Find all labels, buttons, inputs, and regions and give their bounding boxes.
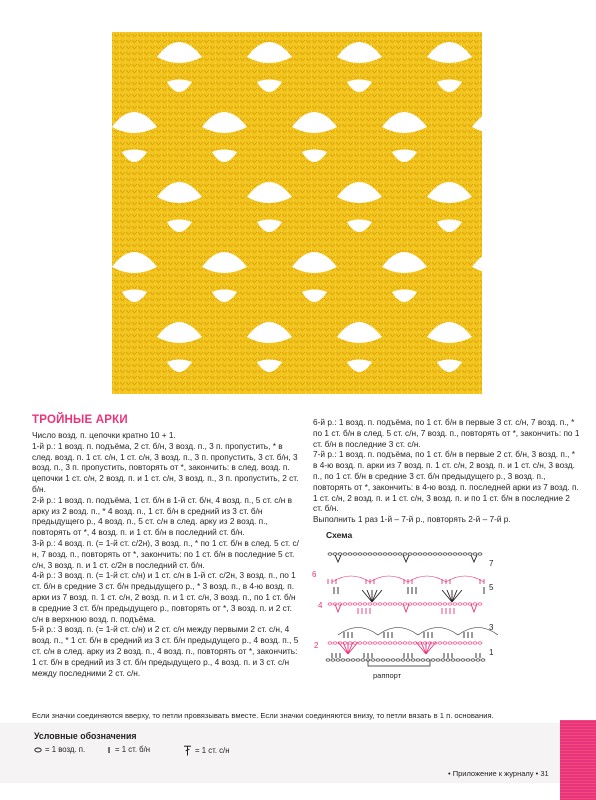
instructions-left-column bbox=[32, 430, 300, 678]
legend-item-chain bbox=[34, 745, 85, 754]
instructions-right-column bbox=[313, 417, 581, 525]
legend-item-single-crochet bbox=[106, 745, 150, 754]
row-number-7: 7 bbox=[489, 559, 494, 568]
legend-item-double-crochet bbox=[183, 745, 230, 756]
decorative-stripe-bar bbox=[560, 720, 596, 800]
row-number-3: 3 bbox=[489, 623, 494, 632]
pattern-title: ТРОЙНЫЕ АРКИ bbox=[32, 414, 128, 426]
rapport-label: раппорт bbox=[373, 671, 402, 680]
row-number-5: 5 bbox=[489, 583, 494, 592]
instruction-paragraph: Число возд. п. цепочки кратно 10 + 1. bbox=[32, 430, 176, 440]
page-number: 31 bbox=[540, 769, 549, 778]
instruction-paragraph: 2-й р.: 1 возд. п. подъёма, 1 ст. б/н в 1-й ст. б/н, 4 возд. п., 5 ст. с/н в арку из 2 возд. п., * 4 возд. п., 1 ст. б/н в средний из 3 ст. б/н предыдущего р., 4 возд. п., 5 ст. с/н в след. арку из 2 возд. п., повторять от *, 4 возд. п. и 1 ст. б/н в последний ст. б/н. bbox=[32, 494, 293, 538]
instruction-paragraph: Выполнить 1 раз 1-й – 7-й р., повторять 2-й – 7-й р. bbox=[313, 514, 511, 525]
legend-title: Условные обозначения bbox=[34, 731, 137, 741]
instruction-paragraph: 5-й р.: 3 возд. п. (= 1-й ст. с/н) и 2 ст. с/н между первыми 2 ст. с/н, 4 возд. п., * 1 ст. б/н в средний из 3 ст. б/н предыдущего р., 4 возд. п., 5 ст. с/н в след. арку из 2 возд. п., 4 возд. п., повторять от *, закончить: 1 ст. б/н в средний из 3 ст. б/н предыдущего р., 4 возд. п. и 3 ст. с/н между последними 2 ст. с/н. bbox=[32, 624, 299, 678]
row-number-2: 2 bbox=[314, 641, 319, 650]
single-crochet-icon bbox=[106, 746, 112, 754]
crochet-photo bbox=[112, 32, 482, 394]
row-number-4: 4 bbox=[318, 601, 323, 610]
footer-text: • Приложение к журналу • bbox=[448, 769, 539, 778]
legend-label: = 1 ст. с/н bbox=[195, 746, 230, 755]
legend-label: = 1 возд. п. bbox=[45, 745, 86, 754]
row-number-1: 1 bbox=[489, 648, 494, 657]
double-crochet-icon bbox=[183, 745, 192, 756]
chain-stitch-icon bbox=[34, 747, 42, 753]
instruction-paragraph: 3-й р.: 4 возд. п. (= 1-й ст. с/2н), 3 возд. п., * по 1 ст. б/н в след. 5 ст. с/н, 7 возд. п., повторять от *, закончить: по 1 ст. б/н в последние 5 ст. с/н, 3 возд. п. и 1 ст. с/2н в последний ст. б/н. bbox=[32, 537, 299, 570]
page-footer bbox=[448, 769, 549, 778]
instruction-paragraph: 7-й р.: 1 возд. п. подъёма, по 1 ст. б/н в первые 2 ст. б/н, 3 возд. п., * в 4-ю возд. п. арки из 7 возд. п. 1 ст. с/н, 2 возд. п. и 1 ст. с/н, 3 возд. п., по 1 ст. б/н в средние 3 ст. б/н предыдущего р., 3 возд. п., повторять от *, закончить: в 4-ю возд. п. последней арки из 7 возд. п. 1 ст. с/н, 2 возд. п. и 1 ст. с/н, 3 возд. п. и по 1 ст. б/н в последние 2 ст. б/н. bbox=[313, 449, 579, 514]
instruction-paragraph: 4-й р.: 3 возд. п. (= 1-й ст. с/н) и 1 ст. с/н в 1-й ст. с/2н, 3 возд. п., по 1 ст. б/н в средние 3 ст. б/н предыдущего р., * 3 возд. п., в 4-ю возд. п. арки из 7 возд. п. 1 ст. с/н, 2 возд. п. и 1 ст. с/н, 3 возд. п., по 1 ст. б/н в средние 3 ст. б/н предыдущего р., повторять от *, 3 возд. п. и 2 ст. с/н в верхнюю возд. п. подъёма. bbox=[32, 570, 296, 624]
instruction-paragraph: 6-й р.: 1 возд. п. подъёма, по 1 ст. б/н в первые 3 ст. с/н, 7 возд. п., * по 1 ст. б/н в след. 5 ст. с/н, 7 возд. п., повторять от *, закончить: по 1 ст. б/н в последние 3 ст. с/н. bbox=[313, 417, 580, 449]
legend-label: = 1 ст. б/н bbox=[115, 745, 151, 754]
crochet-scheme-diagram bbox=[308, 540, 508, 680]
instruction-paragraph: 1-й р.: 1 возд. п. подъёма, 2 ст. б/н, 3 возд. п., 3 п. пропустить, * в след. возд. п. 1 ст. с/н, 1 ст. с/н, 3 возд. п., 3 п. пропустить, 3 ст. б/н, 3 возд. п., 3 п. пропустить, повторять от *, закончить: в след. возд. п. цепочки 1 ст. с/н, 2 возд. п. и 1 ст. с/н, 3 возд. п., 3 п. пропустить, 2 ст. б/н. bbox=[32, 440, 299, 494]
scheme-title: Схема bbox=[326, 530, 353, 540]
symbols-note: Если значки соединяются вверху, то петли провязывать вместе. Если значки соединяются внизу, то петли вязать в 1 п. основания. bbox=[32, 711, 494, 720]
row-number-6: 6 bbox=[312, 570, 317, 579]
